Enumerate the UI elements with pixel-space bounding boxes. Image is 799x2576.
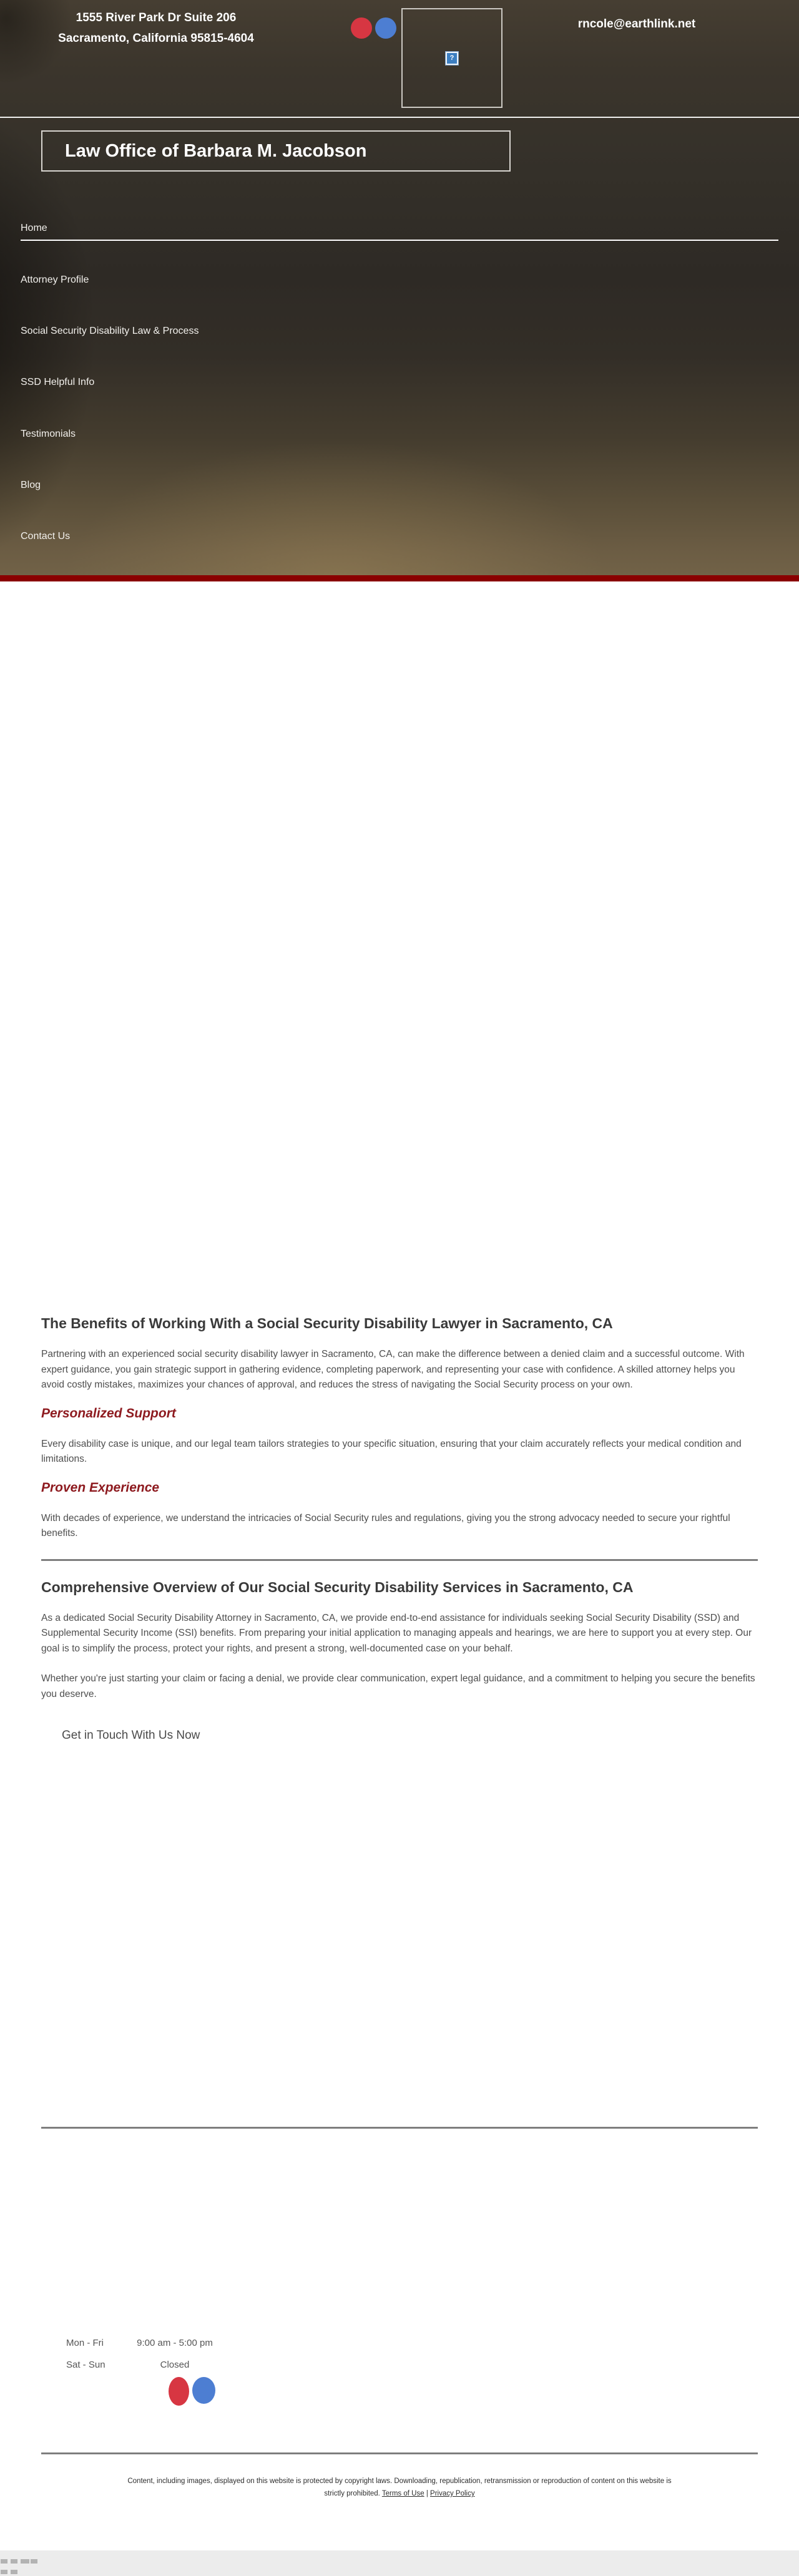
overview-heading: Comprehensive Overview of Our Social Security Disability Services in Sacramento, CA — [41, 1578, 634, 1595]
get-in-touch-link[interactable]: Get in Touch With Us Now — [62, 1729, 200, 1742]
footer-social-blue-icon[interactable] — [192, 2377, 215, 2404]
overview-paragraph-1: As a dedicated Social Security Disability Attorney in Sacramento, CA, we provide end-to-end assistance for individuals seeking Social Security Disability (SSD) and Supplemental Security Income (SSI) benefits. From preparing your initial application to managing appeals and hearings, we are here to support you at every step. Our goal is to simplify the process, protect your rights, and present a strong, well-documented case on your behalf. — [41, 1612, 752, 1654]
placeholder-block — [1, 2570, 7, 2574]
hours-time-value: Closed — [160, 2360, 190, 2370]
overview-paragraph-2: Whether you're just starting your claim or facing a denial, we provide clear communication, expert legal guidance, and a commitment to helping you secure the benefits you deserve. — [41, 1673, 755, 1699]
copyright-text: Content, including images, displayed on this website is protected by copyright laws. Downloading, republication, retransmission or reproduction of content on this website is strictly prohibited. — [127, 2477, 672, 2497]
office-address — [37, 7, 275, 49]
benefits-intro-paragraph: Partnering with an experienced social security disability lawyer in Sacramento, CA, can make the difference between a denied claim and a successful outcome. With expert guidance, you gain strategic support in gathering evidence, completing paperwork, and representing your case with confidence. A skilled attorney helps you avoid costly mistakes, maximizes your chances of approval, and reduces the stress of navigating the Social Security process on your own. — [41, 1349, 745, 1390]
section-divider-top — [41, 1559, 758, 1561]
contact-email[interactable]: rncole@earthlink.net — [577, 17, 696, 31]
privacy-policy-link[interactable]: Privacy Policy — [430, 2490, 475, 2497]
placeholder-block — [31, 2559, 37, 2564]
hours-row-weekend — [66, 2354, 231, 2376]
placeholder-block — [11, 2559, 17, 2564]
nav-item-ssd-law-process[interactable]: Social Security Disability Law & Process — [21, 326, 199, 336]
hours-row-weekdays — [66, 2332, 231, 2354]
nav-item-blog[interactable]: Blog — [21, 480, 41, 490]
hours-time-value: 9:00 am - 5:00 pm — [137, 2338, 213, 2348]
proven-experience-heading: Proven Experience — [41, 1480, 160, 1495]
header-hero — [0, 0, 799, 575]
proven-experience-paragraph: With decades of experience, we understand the intricacies of Social Security rules and regulations, giving you the strong advocacy needed to secure your rightful benefits. — [41, 1512, 730, 1538]
personalized-support-heading: Personalized Support — [41, 1406, 176, 1421]
nav-item-testimonials[interactable]: Testimonials — [21, 429, 76, 439]
nav-item-contact-us[interactable]: Contact Us — [21, 531, 71, 542]
footer-social-red-icon[interactable] — [169, 2377, 189, 2406]
address-line-2: Sacramento, California 95815-4604 — [58, 32, 254, 45]
nav-item-attorney-profile[interactable]: Attorney Profile — [21, 275, 89, 285]
footer-link-separator: | — [426, 2490, 428, 2497]
section-divider-middle — [41, 2127, 758, 2129]
main-content — [41, 1315, 758, 1744]
hours-days-label: Sat - Sun — [66, 2360, 105, 2370]
address-line-1: 1555 River Park Dr Suite 206 — [76, 11, 237, 24]
nav-item-ssd-helpful-info[interactable]: SSD Helpful Info — [21, 377, 95, 387]
site-title-box — [41, 130, 511, 172]
broken-image-icon: ? — [446, 52, 458, 65]
logo-placeholder-box — [401, 8, 502, 108]
business-hours — [66, 2332, 231, 2376]
social-link-red-icon[interactable] — [351, 17, 372, 39]
placeholder-block — [1, 2559, 7, 2564]
terms-of-use-link[interactable]: Terms of Use — [381, 2490, 424, 2497]
footer-divider — [41, 2452, 758, 2454]
nav-home-underline — [21, 240, 778, 241]
nav-item-home[interactable]: Home — [21, 223, 47, 233]
benefits-heading: The Benefits of Working With a Social Security Disability Lawyer in Sacramento, CA — [41, 1315, 613, 1331]
bottom-gray-strip — [0, 2550, 799, 2576]
footer-copyright — [125, 2475, 674, 2500]
placeholder-block — [21, 2559, 29, 2564]
site-title: Law Office of Barbara M. Jacobson — [65, 140, 367, 161]
hours-days-label: Mon - Fri — [66, 2338, 104, 2348]
social-link-blue-icon[interactable] — [375, 17, 396, 39]
personalized-support-paragraph: Every disability case is unique, and our legal team tailors strategies to your specific situation, ensuring that your claim accurately reflects your medical condition and limitations. — [41, 1438, 742, 1464]
accent-red-bar — [0, 575, 799, 581]
placeholder-block — [11, 2570, 17, 2574]
header-divider-line — [0, 117, 799, 118]
